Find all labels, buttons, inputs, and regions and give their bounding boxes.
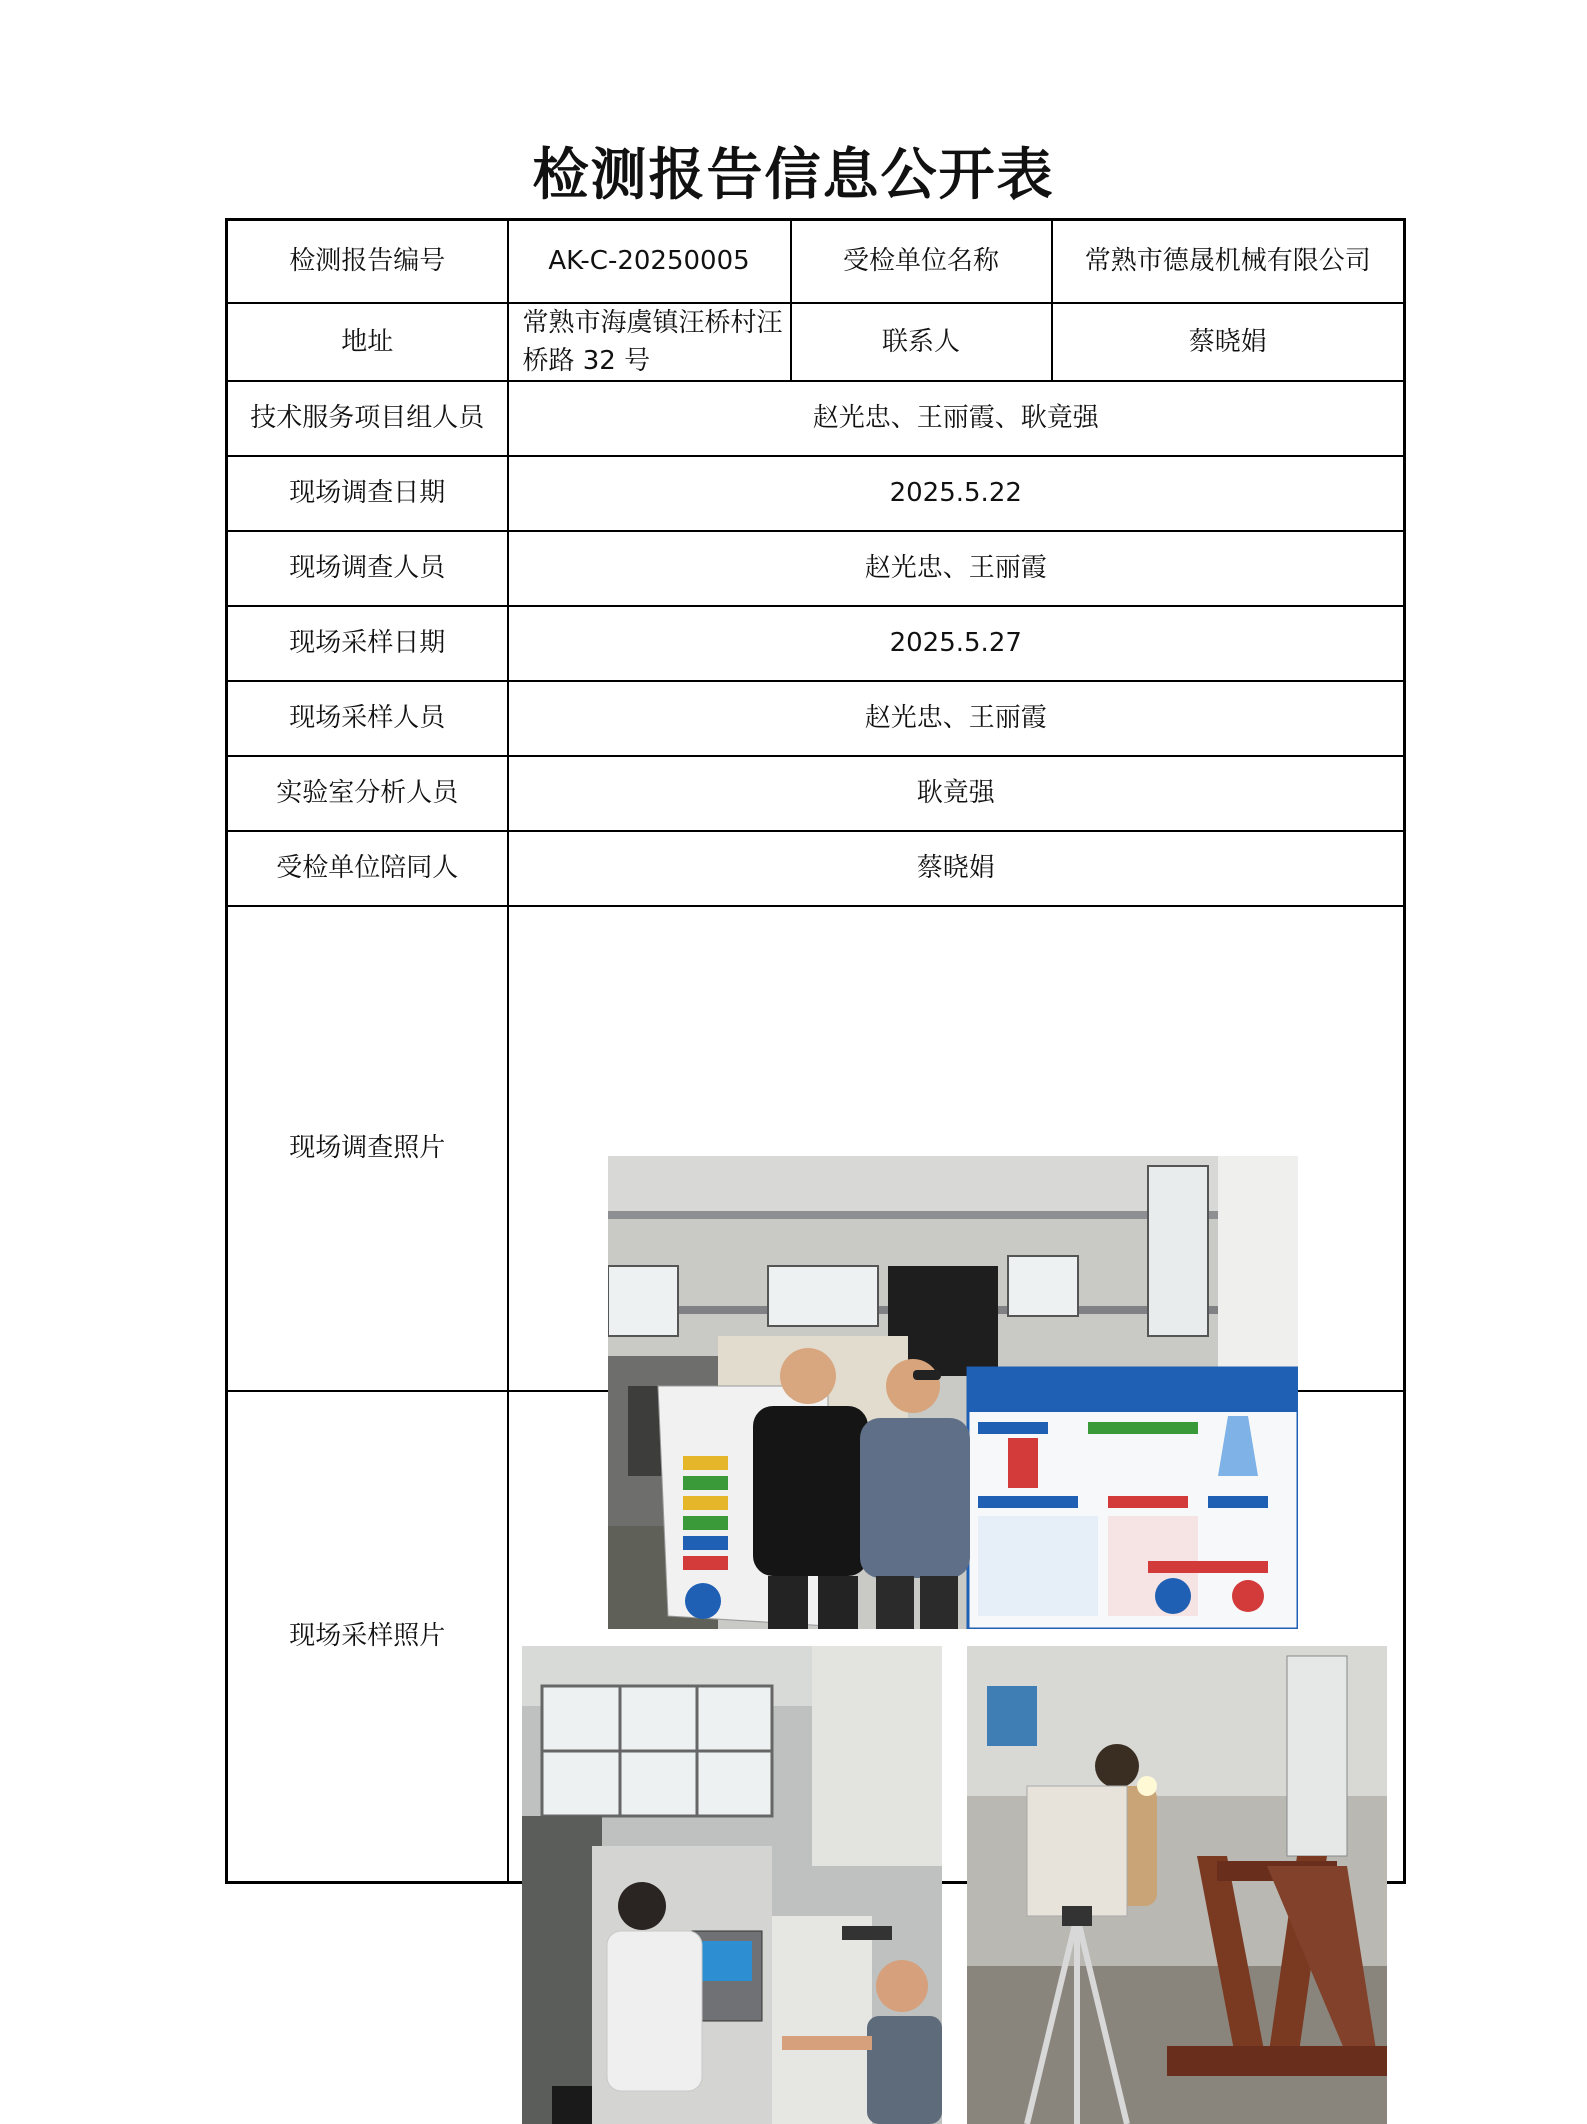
row-label: 现场调查日期	[227, 456, 508, 531]
survey-photo-label: 现场调查照片	[227, 906, 508, 1391]
sampling-photo-right	[967, 1646, 1387, 2124]
table-row	[227, 1391, 1405, 1883]
report-no-label: 检测报告编号	[227, 220, 508, 303]
row-label: 现场采样日期	[227, 606, 508, 681]
table-row	[227, 906, 1405, 1391]
sampling-photo-left	[522, 1646, 942, 2124]
row-label: 现场调查人员	[227, 531, 508, 606]
info-table	[225, 218, 1406, 1884]
row-value: 赵光忠、王丽霞、耿竟强	[508, 381, 1405, 456]
row-label: 受检单位陪同人	[227, 831, 508, 906]
table-row	[227, 531, 1405, 606]
table-row	[227, 381, 1405, 456]
contact-label: 联系人	[791, 303, 1052, 381]
row-value: 赵光忠、王丽霞	[508, 681, 1405, 756]
table-row	[227, 756, 1405, 831]
row-label: 现场采样人员	[227, 681, 508, 756]
address-label: 地址	[227, 303, 508, 381]
table-row	[227, 681, 1405, 756]
table-row	[227, 303, 1405, 381]
sampling-photo-label: 现场采样照片	[227, 1391, 508, 1883]
page-title: 检测报告信息公开表	[532, 143, 1055, 208]
contact-value: 蔡晓娟	[1052, 303, 1405, 381]
row-value: 赵光忠、王丽霞	[508, 531, 1405, 606]
unit-name-label: 受检单位名称	[791, 220, 1052, 303]
sampling-photo-cell	[508, 1391, 1405, 1883]
survey-photo-cell	[508, 906, 1405, 1391]
row-value: 蔡晓娟	[508, 831, 1405, 906]
table-row	[227, 220, 1405, 303]
address-value: 常熟市海虞镇汪桥村汪桥路 32 号	[508, 303, 791, 381]
table-row	[227, 831, 1405, 906]
sampling-photo-right-image	[967, 1646, 1387, 2124]
table-row	[227, 456, 1405, 531]
report-no-value: AK-C-20250005	[508, 220, 791, 303]
row-label: 技术服务项目组人员	[227, 381, 508, 456]
row-value: 2025.5.22	[508, 456, 1405, 531]
row-value: 2025.5.27	[508, 606, 1405, 681]
unit-name-value: 常熟市德晟机械有限公司	[1052, 220, 1405, 303]
table-row	[227, 606, 1405, 681]
row-label: 实验室分析人员	[227, 756, 508, 831]
sampling-photo-left-image	[522, 1646, 942, 2124]
row-value: 耿竟强	[508, 756, 1405, 831]
